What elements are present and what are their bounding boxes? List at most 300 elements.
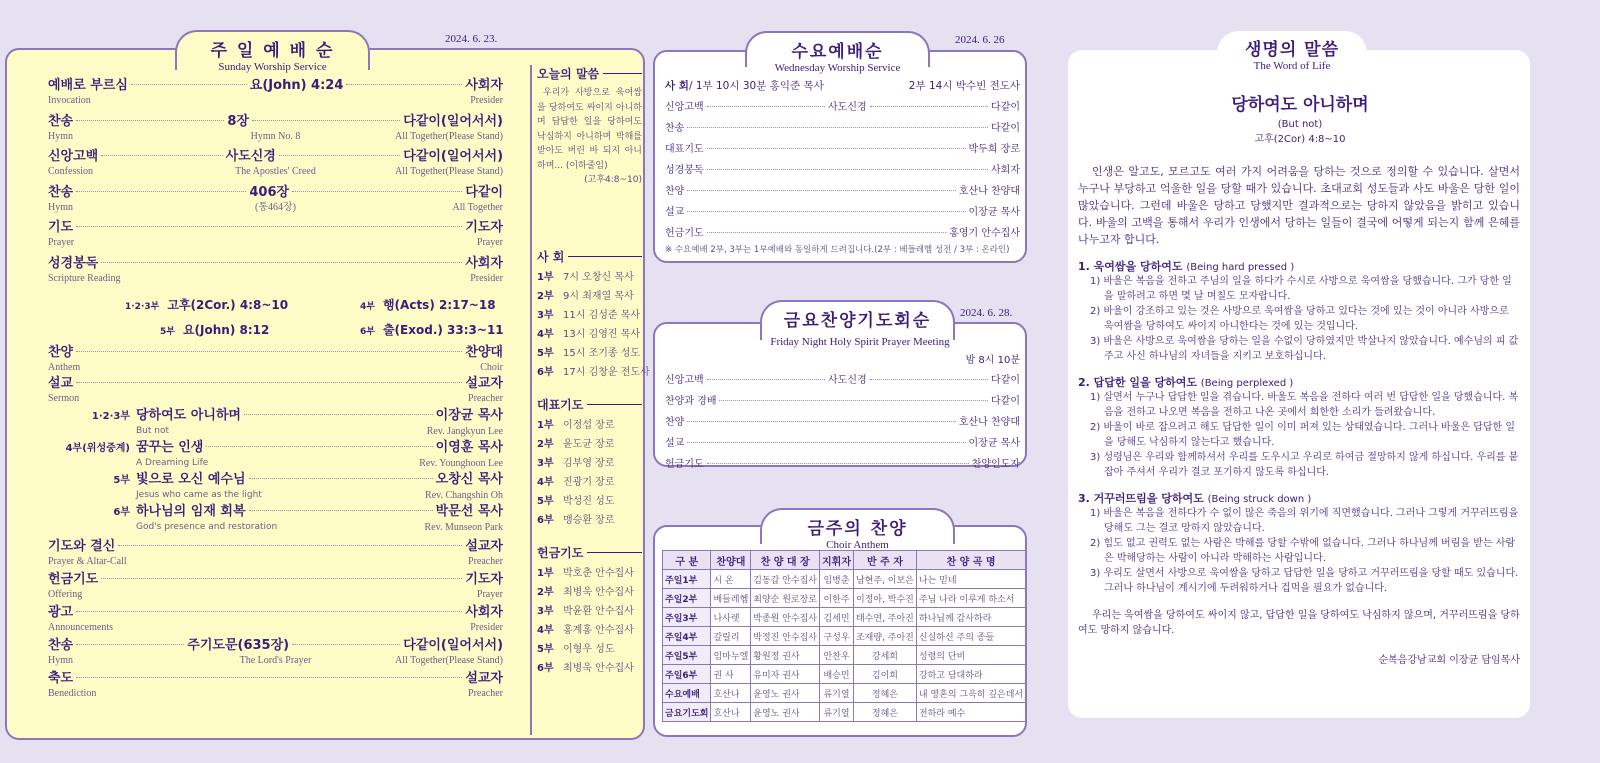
order-label: 찬양 [665, 417, 685, 428]
order-label-en: Hymn [48, 201, 73, 213]
side-lists [537, 248, 650, 678]
name: 7시 오창신 목사 [563, 271, 634, 283]
order-label: 예배로 부르심 [48, 78, 128, 93]
order-right: 홍영기 안수집사 [949, 228, 1020, 239]
wednesday-subtitle: Wednesday Worship Service [774, 62, 901, 74]
table-cell: 금요기도회 [663, 703, 711, 722]
order-label-en: Prayer & Altar-Call [48, 556, 127, 567]
order-right: 다같이(일어서서) [403, 113, 503, 129]
name: 박성진 성도 [563, 495, 615, 507]
table-cell: 베들레헴 [711, 589, 751, 608]
dot-leader [687, 127, 988, 128]
sermon-line [48, 472, 503, 489]
sermon-sub [48, 489, 503, 502]
order-line [48, 345, 503, 361]
side-list-item [537, 306, 642, 325]
dot-leader [279, 155, 400, 156]
point-item: 1) 바울은 복음을 전하다가 수 없이 많은 죽음의 위기에 직면했습니다. 그러나 그렇게 거꾸러뜨림을 당해도 그는 결코 망하지 않았습니다. [1090, 508, 1519, 534]
word-title: 생명의 말씀 [1244, 40, 1340, 60]
word-points [1078, 258, 1520, 596]
scripture-part: 5부 [160, 327, 175, 337]
part-label: 4부 [537, 624, 554, 636]
sermon-preacher: 이장균 목사 [435, 408, 503, 423]
order-right: 다같이 [991, 102, 1021, 113]
order-label: 찬송 [48, 113, 74, 129]
sunday-date: 2024. 6. 23. [445, 33, 498, 45]
order-right: 다같이 [991, 375, 1021, 386]
today-word-heading: 오늘의 말씀 [537, 65, 642, 82]
table-cell: 신실하신 주의 종들 [916, 627, 1025, 646]
name: 13시 김영진 목사 [563, 328, 641, 340]
order-right: 사회자 [465, 605, 503, 620]
order-right-en: All Together(Please Stand) [395, 655, 504, 666]
point-item: 3) 바울은 사방으로 욱여쌈을 당하는 일을 수없이 당하였지만 박살나지 않았습니다. 예수님의 피 값주고 사신 하나님의 자녀들을 지키고 보호하십니다. [1090, 336, 1519, 362]
table-cell: 임병춘 [820, 570, 854, 589]
sermon-preacher-en: Rev. Munseon Park [424, 522, 503, 533]
sunday-tab [175, 30, 370, 73]
dot-leader [249, 478, 433, 479]
prayers-list [537, 416, 642, 530]
order-right-en: Prayer [476, 237, 504, 248]
dot-leader [870, 106, 988, 107]
order-right-en: All Together [452, 201, 504, 213]
order-center: 주기도문(635장) [187, 638, 290, 653]
order-sub [48, 94, 503, 107]
sermon-line [48, 504, 503, 521]
dot-leader [101, 578, 462, 579]
order-item [48, 671, 503, 700]
table-cell: 안찬우 [820, 646, 854, 665]
point-title-text: 1. 욱여쌈을 당하여도 [1078, 260, 1187, 273]
order-sub [48, 621, 503, 634]
sermon-preacher-en: Rev. Changshin Oh [425, 490, 503, 501]
order-item [48, 78, 503, 107]
order-center-en [200, 236, 352, 249]
name: 최병욱 안수집사 [563, 662, 634, 674]
point-item: 2) 바울이 강조하고 있는 것은 사방으로 욱여쌈을 당하고 있다는 것에 있는 것이 아니라 사방으로 욱여쌈을 당하여도 싸이지 아니한다는 것에 있는 것입니다. [1090, 306, 1509, 332]
dot-leader [292, 191, 462, 192]
order-sub [48, 201, 503, 214]
part-label: 5부 [537, 347, 554, 359]
word-closing: 우리는 욱여쌈을 당하여도 싸이지 않고, 답답한 일을 당하여도 낙심하지 않으며, 거꾸러뜨림을 당하여도 망하지 않습니다. [1078, 610, 1520, 636]
side-list-item [537, 416, 642, 435]
dot-leader [131, 84, 247, 85]
table-cell: 주일3부 [663, 608, 711, 627]
order-sub [48, 687, 503, 700]
order-right-en: Presider [470, 622, 504, 633]
name: 윤도균 장로 [563, 438, 615, 450]
sermon-preacher-en: Rev. Jangkyun Lee [426, 426, 503, 437]
order-label: 신앙고백 [665, 102, 704, 113]
order-sub [48, 654, 503, 667]
table-cell: 호산나 [711, 684, 751, 703]
order-center-en: The Apostles' Creed [235, 166, 316, 177]
side-list-item [537, 287, 642, 306]
order-center: 406장 [249, 184, 290, 200]
order-line [48, 376, 503, 392]
sermon-part: 1·2·3부 [91, 411, 130, 422]
table-cell: 김세민 [820, 608, 854, 627]
side-list-item [537, 473, 642, 492]
order-label: 광고 [48, 605, 74, 620]
offering-list [537, 564, 642, 678]
order-line [48, 638, 503, 654]
part-label: 6부 [537, 366, 554, 378]
order-label: 찬송 [665, 123, 685, 134]
dot-leader [707, 106, 825, 107]
order-label-en: Benediction [48, 688, 97, 699]
order-right: 사회자 [991, 165, 1020, 176]
order-sub [48, 130, 503, 143]
offering-heading: 헌금기도 [537, 544, 642, 561]
point-title [1078, 258, 1520, 274]
order-label-en: Anthem [48, 362, 81, 373]
order-center: 사도신경 [828, 375, 867, 386]
wednesday-tab [745, 31, 930, 74]
sermon-ref: 고후(2Cor) 4:8~10 [1254, 134, 1346, 145]
order-label: 성경봉독 [665, 165, 704, 176]
order-item [665, 139, 1020, 160]
scripture-ref: 요(John) 8:12 [182, 323, 270, 337]
table-cell: 주일6부 [663, 665, 711, 684]
side-list-item [537, 325, 642, 344]
table-row [663, 570, 1026, 589]
order-label: 신앙고백 [665, 375, 704, 386]
word-tab [1217, 31, 1367, 71]
table-cell: 이정아, 박수진 [853, 589, 916, 608]
sermon-title: 빛으로 오신 예수님 [136, 472, 246, 487]
order-item [48, 256, 503, 285]
dot-leader [118, 545, 462, 546]
table-cell: 박정진 안수집사 [751, 627, 820, 646]
dot-leader [687, 211, 965, 212]
dot-leader [206, 446, 432, 447]
column-header: 찬 양 곡 명 [916, 551, 1025, 570]
order-label: 신앙고백 [48, 149, 99, 164]
sermon-preacher: 오창신 목사 [435, 472, 503, 487]
dot-leader [707, 379, 825, 380]
part-label: 3부 [537, 309, 554, 321]
wednesday-date: 2024. 6. 26 [955, 34, 1005, 46]
order-label: 찬양 [48, 345, 74, 360]
presider-row [665, 76, 1020, 97]
order-right-en: All Together(Please Stand) [395, 130, 504, 142]
prayers-heading: 대표기도 [537, 396, 642, 413]
order-item [48, 149, 503, 178]
presider-2: 2부 14시 박수빈 전도사 [908, 80, 1020, 92]
order-label-en: Hymn [48, 130, 73, 142]
dot-leader [76, 191, 246, 192]
order-item [665, 412, 1020, 433]
order-right: 다같이 [465, 184, 504, 200]
dot-leader [76, 226, 462, 227]
order-right: 찬양대 [465, 345, 503, 360]
order-line [48, 114, 503, 130]
scripture-item [160, 321, 269, 338]
order-item [665, 202, 1020, 223]
order-right: 기도자 [465, 572, 503, 587]
scripture-item [360, 296, 496, 313]
table-cell: 윤영노 권사 [751, 684, 820, 703]
order-right: 설교자 [465, 376, 503, 391]
scripture-ref: 고후(2Cor.) 4:8~10 [167, 298, 289, 312]
sermon-en: (But not) [1277, 119, 1323, 130]
point-item: 2) 바울이 바로 잡으려고 해도 답답한 일이 이미 퍼져 있는 상태였습니다. 그러나 바울은 답답한 일을 당해도 낙심하지 않는다고 했습니다. [1090, 422, 1516, 448]
sermon-part: 5부 [113, 475, 130, 486]
sermon-title: 당하여도 아니하며 [1231, 95, 1369, 115]
dot-leader [76, 382, 462, 383]
order-right-en: Presider [470, 272, 504, 284]
point-item: 1) 바울은 복음을 전하고 주님의 일을 하다가 수시로 사방으로 욱여쌈을 당했습니다. 그가 당한 일을 말하려고 하면 몇 날 며칠도 모자랍니다. [1090, 276, 1512, 302]
point-item: 2) 힘도 없고 권력도 없는 사람은 박해를 당할 수밖에 없습니다. 그러나 하나님께 버림을 받는 사람은 박해당하는 사람이 아니라 박해하는 사람입니다. [1090, 538, 1516, 564]
table-row [663, 703, 1026, 722]
sunday-subtitle: Sunday Worship Service [218, 61, 327, 73]
sunday-side-column [530, 65, 650, 735]
order-right: 사회자 [465, 255, 503, 271]
sermon-part: 6부 [113, 507, 130, 518]
point-en: (Being hard pressed ) [1186, 262, 1295, 273]
name: 17시 김창운 전도사 [563, 366, 650, 378]
order-item [665, 433, 1020, 454]
order-center-en [200, 687, 352, 700]
order-label: 기도 [48, 220, 74, 235]
scripture-ref: 행(Acts) 2:17~18 [382, 298, 496, 312]
table-cell: 정혜은 [853, 703, 916, 722]
order-label: 성경봉독 [48, 255, 99, 271]
order-sub [48, 555, 503, 568]
order-item [48, 572, 503, 601]
order-right: 호산나 찬양대 [958, 417, 1020, 428]
dot-leader [252, 120, 400, 121]
order-right: 기도자 [465, 220, 503, 235]
side-list-item [537, 492, 642, 511]
column-header: 찬양대 [711, 551, 751, 570]
scripture-part: 4부 [360, 302, 375, 312]
name: 박윤환 안수집사 [563, 605, 634, 617]
table-row [663, 646, 1026, 665]
table-row [663, 627, 1026, 646]
point-en: (Being struck down ) [1207, 494, 1312, 505]
order-sub [48, 236, 503, 249]
sermon-title: 꿈꾸는 인생 [136, 440, 204, 455]
order-center-en [200, 94, 352, 107]
order-item [48, 185, 503, 214]
sermon-item [48, 440, 503, 470]
order-item [48, 114, 503, 143]
name: 이정섭 장로 [563, 419, 615, 431]
order-label: 설교 [665, 438, 685, 449]
table-cell: 유미자 권사 [751, 665, 820, 684]
table-cell: 강세희 [853, 646, 916, 665]
sermon-title-en: But not [136, 426, 170, 436]
dot-leader [249, 510, 433, 511]
part-label: 3부 [537, 605, 554, 617]
point-en: (Being perplexed ) [1200, 378, 1294, 389]
order-right: 호산나 찬양대 [958, 186, 1020, 197]
side-list-item [537, 435, 642, 454]
name: 홍계홍 안수집사 [563, 624, 634, 636]
sermon-title-en: A Dreaming Life [136, 458, 209, 468]
presider-1: / 1부 10시 30분 홍익준 목사 [688, 80, 824, 92]
table-cell: 류기열 [820, 703, 854, 722]
order-center: 사도신경 [828, 102, 867, 113]
table-cell: 김동갑 안수집사 [751, 570, 820, 589]
order-item [665, 454, 1020, 475]
sermon-preacher: 이영훈 목사 [435, 440, 503, 455]
order-line [48, 149, 503, 165]
point-title [1078, 374, 1520, 390]
order-line [48, 671, 503, 687]
order-center-en [200, 555, 352, 568]
order-line [48, 185, 503, 201]
dot-leader [707, 148, 966, 149]
table-cell: 성령의 단비 [916, 646, 1025, 665]
order-center-en: The Lord's Prayer [239, 655, 312, 666]
table-row [663, 665, 1026, 684]
order-line [48, 220, 503, 236]
order-right-en: All Together(Please Stand) [395, 166, 504, 177]
table-cell: 주일1부 [663, 570, 711, 589]
table-cell: 김이희 [853, 665, 916, 684]
table-cell: 나는 믿네 [916, 570, 1025, 589]
dot-leader [687, 421, 956, 422]
table-cell: 구성우 [820, 627, 854, 646]
dot-leader [101, 262, 462, 263]
order-label-en: Confession [48, 166, 93, 177]
part-label: 1부 [537, 419, 554, 431]
order-label: 대표기도 [665, 144, 704, 155]
choir-title: 금주의 찬양 [807, 519, 908, 539]
name: 진광기 장로 [563, 476, 615, 488]
friday-time: 밤 8시 10분 [965, 355, 1020, 366]
table-cell: 주님 나라 이루게 하소서 [916, 589, 1025, 608]
order-sub [48, 392, 503, 405]
table-cell: 갈릴리 [711, 627, 751, 646]
side-list-item [537, 640, 642, 659]
wednesday-title: 수요예배순 [791, 42, 884, 62]
dot-leader [244, 414, 433, 415]
dot-leader [707, 463, 969, 464]
table-cell: 나사렛 [711, 608, 751, 627]
sermon-title-en: God's presence and restoration [136, 522, 278, 532]
table-cell: 내 영혼의 그윽히 깊은데서 [916, 684, 1025, 703]
order-center-en [200, 272, 352, 285]
today-word-text: 우리가 사방으로 욱여쌈을 당하여도 싸이지 아니하며 답답한 일을 당하여도 낙심하지 아니하며 박해를 받아도 버린 바 되지 아니하며... (이하줄임) [537, 88, 642, 171]
dot-leader [687, 442, 965, 443]
dot-leader [76, 644, 184, 645]
order-center-en [200, 361, 352, 374]
order-label: 찬양 [665, 186, 685, 197]
order-right: 다같이(일어서서) [403, 149, 504, 164]
order-right: 사회자 [465, 78, 503, 93]
table-cell: 강하고 담대하라 [916, 665, 1025, 684]
order-label-en: Invocation [48, 95, 91, 106]
order-label: 헌금기도 [665, 459, 704, 470]
table-cell: 류기열 [820, 684, 854, 703]
sermon-sub [48, 457, 503, 470]
scripture-part: 6부 [360, 327, 375, 337]
side-list-item [537, 583, 642, 602]
sermon-sub [48, 521, 503, 534]
table-cell: 주일2부 [663, 589, 711, 608]
order-label: 설교 [48, 376, 74, 391]
table-cell: 최양순 원로장로 [751, 589, 820, 608]
order-right: 찬양인도자 [971, 459, 1020, 470]
word-signature: 순복음강남교회 이장균 담임목사 [1378, 655, 1520, 666]
sermon-item [48, 504, 503, 534]
presiders-heading: 사 회 [537, 248, 642, 265]
name: 9시 최재열 목사 [563, 290, 634, 302]
point-item: 3) 성령님은 우리와 함께하셔서 우리를 도우시고 우리로 하여금 절망하지 않게 하십니다. 우리를 붙잡아 주셔서 우리가 결코 포기하지 않도록 하십니다. [1090, 452, 1519, 478]
sermon-sub [48, 425, 503, 438]
friday-order [665, 352, 1020, 475]
scripture-ref: 출(Exod.) 33:3~11 [382, 323, 504, 337]
table-cell: 권 사 [711, 665, 751, 684]
order-right: 설교자 [465, 671, 503, 686]
table-cell: 이한주 [820, 589, 854, 608]
choir-table [662, 550, 1026, 722]
order-center: 요(John) 4:24 [249, 78, 344, 93]
part-label: 2부 [537, 290, 554, 302]
order-label: 헌금기도 [48, 572, 99, 587]
dot-leader [76, 351, 462, 352]
table-cell: 남현주, 이보은 [853, 570, 916, 589]
point-title [1078, 490, 1520, 506]
order-sub [48, 361, 503, 374]
dot-leader [719, 400, 988, 401]
order-item [665, 97, 1020, 118]
name: 15시 조기종 성도 [563, 347, 641, 359]
table-cell: 윤영노 권사 [751, 703, 820, 722]
word-subtitle: The Word of Life [1253, 60, 1331, 72]
order-label: 축도 [48, 671, 74, 686]
order-center-en [200, 621, 352, 634]
friday-title: 금요찬양기도회순 [783, 311, 932, 331]
scripture-part: 1·2·3부 [125, 302, 160, 312]
order-right-en: Preacher [468, 688, 504, 699]
sermon-title: 당하여도 아니하며 [136, 408, 241, 423]
order-label: 찬양과 경배 [665, 396, 717, 407]
point-item: 3) 우리도 살면서 사방으로 욱여쌈을 당하고 답답한 일을 당하고 거꾸러뜨림을 당할 때도 있습니다. 그러나 하나님이 계시기에 두려워하거나 겁먹을 필요가 없습니다. [1090, 568, 1519, 594]
order-center-en [200, 392, 352, 405]
table-row [663, 684, 1026, 703]
name: 박호춘 안수집사 [563, 567, 634, 579]
part-label: 1부 [537, 567, 554, 579]
table-cell: 전하라 예수 [916, 703, 1025, 722]
column-header: 찬 양 대 장 [751, 551, 820, 570]
name: 이형우 성도 [563, 643, 615, 655]
sermon-part: 4부(위성중계) [65, 443, 130, 454]
sermon-line [48, 440, 503, 457]
table-cell: 황원정 권사 [751, 646, 820, 665]
part-label: 5부 [537, 643, 554, 655]
wednesday-note: ※ 수요예배 2부, 3부는 1부예배와 동일하게 드려집니다.(2부 : 베들레헴 성전 / 3부 : 온라인) [665, 245, 1010, 255]
sunday-title: 주 일 예 배 순 [210, 41, 335, 61]
name: 김부영 장로 [563, 457, 615, 469]
dot-leader [76, 611, 462, 612]
scripture-item [125, 296, 288, 313]
side-list-item [537, 363, 650, 382]
table-header-row [663, 551, 1026, 570]
table-row [663, 589, 1026, 608]
dot-leader [707, 232, 947, 233]
order-label: 찬송 [48, 638, 74, 653]
order-right-en: Prayer [476, 589, 504, 600]
table-cell: 박종원 안수집사 [751, 608, 820, 627]
presiders-list [537, 268, 650, 382]
order-right: 이장균 목사 [968, 438, 1020, 449]
dot-leader [101, 155, 222, 156]
